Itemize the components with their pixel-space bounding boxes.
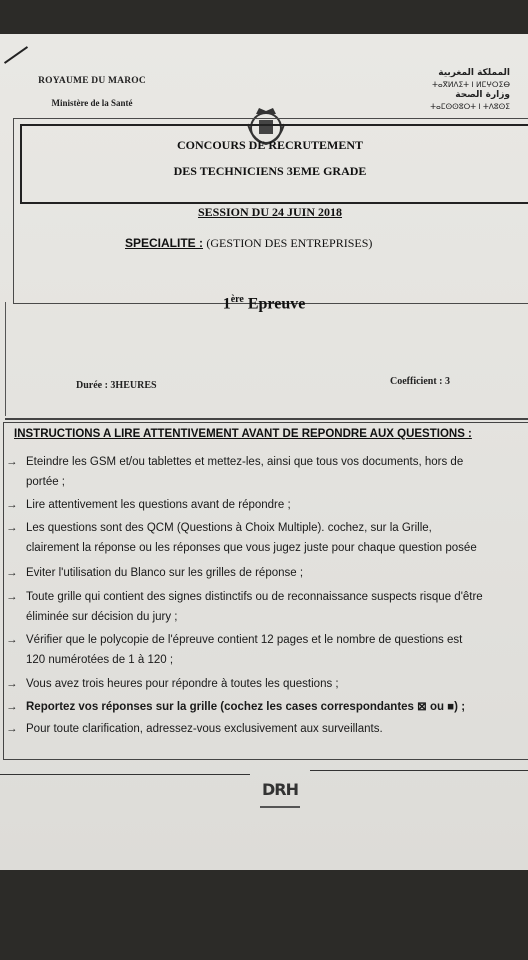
kingdom-label-tifinagh: ⵜⴰⴳⵍⴷⵉⵜ ⵏ ⵍⵎⵖⵔⵉⴱ bbox=[432, 80, 510, 89]
exam-title-line2: DES TECHNICIENS 3EME GRADE bbox=[173, 164, 367, 178]
instructions-title: INSTRUCTIONS A LIRE ATTENTIVEMENT AVANT DE REPONDRE AUX QUESTIONS : bbox=[14, 428, 472, 440]
instruction-item bbox=[6, 630, 462, 670]
instruction-item bbox=[6, 495, 291, 515]
instruction-text: Pour toute clarification, adressez-vous exclusivement aux surveillants. bbox=[26, 723, 383, 735]
instruction-item bbox=[6, 587, 483, 627]
epreuve-section-border bbox=[5, 302, 528, 416]
instruction-text: Vous avez trois heures pour répondre à toutes les questions ; bbox=[26, 678, 339, 690]
instruction-item bbox=[6, 452, 463, 492]
specialty bbox=[125, 236, 372, 251]
epreuve-heading bbox=[0, 294, 528, 313]
arrow-icon: → bbox=[6, 522, 18, 534]
header-right bbox=[410, 68, 510, 112]
instruction-item bbox=[6, 518, 477, 558]
instruction-text: Eteindre les GSM et/ou tablettes et mettez-les, ainsi que tous vos documents, hors de bbox=[26, 456, 464, 468]
epreuve-number: 1 bbox=[222, 295, 231, 313]
instruction-item bbox=[6, 719, 383, 739]
arrow-icon: → bbox=[6, 634, 18, 646]
session-date: SESSION DU 24 JUIN 2018 bbox=[197, 205, 343, 219]
instruction-continuation: clairement la réponse ou les réponses que vous jugez juste pour chaque question posée bbox=[26, 542, 477, 554]
section-divider bbox=[5, 418, 528, 420]
epreuve-label: Epreuve bbox=[247, 295, 306, 313]
instruction-continuation: 120 numérotées de 1 à 120 ; bbox=[26, 654, 174, 666]
instruction-text: Toute grille qui contient des signes distinctifs ou de reconnaissance suspects risque d'être bbox=[26, 591, 483, 603]
epreuve-sup: ère bbox=[230, 294, 244, 305]
coefficient: Coefficient : 3 bbox=[390, 376, 450, 387]
instruction-text: Vérifier que le polycopie de l'épreuve contient 12 pages et le nombre de questions est bbox=[26, 634, 463, 646]
ministry-label-arabic: وزارة الصحة bbox=[455, 90, 510, 100]
drh-logo-text: DRH bbox=[262, 780, 298, 799]
kingdom-label: ROYAUME DU MAROC bbox=[38, 76, 146, 86]
instruction-text: Eviter l'utilisation du Blanco sur les grilles de réponse ; bbox=[26, 567, 304, 579]
specialty-label: SPECIALITE : bbox=[125, 236, 204, 250]
kingdom-label-arabic: المملكة المغربية bbox=[438, 68, 510, 78]
arrow-icon: → bbox=[6, 456, 18, 468]
instruction-text: Lire attentivement les questions avant de répondre ; bbox=[26, 499, 291, 511]
drh-logo bbox=[255, 780, 305, 826]
arrow-icon: → bbox=[6, 499, 18, 511]
arrow-icon: → bbox=[6, 567, 18, 579]
ministry-label-tifinagh: ⵜⴰⵎⵙⵙⵓⵔⵜ ⵏ ⵜⴷⵓⵙⵉ bbox=[430, 102, 510, 111]
instruction-item bbox=[6, 697, 465, 717]
arrow-icon: → bbox=[6, 591, 18, 603]
exam-title-line1: CONCOURS DE RECRUTEMENT bbox=[176, 138, 364, 152]
instruction-continuation: éliminée sur décision du jury ; bbox=[26, 611, 178, 623]
instruction-item bbox=[6, 563, 303, 583]
duration: Durée : 3HEURES bbox=[76, 380, 157, 391]
exam-title bbox=[20, 132, 520, 184]
instruction-item bbox=[6, 674, 339, 694]
ministry-label: Ministère de la Santé bbox=[51, 98, 133, 108]
arrow-icon: → bbox=[6, 723, 18, 735]
footer-rule-right bbox=[310, 770, 528, 771]
arrow-icon: → bbox=[6, 678, 18, 690]
corner-mark bbox=[4, 46, 28, 64]
logo-underline-icon bbox=[260, 804, 300, 812]
header-left bbox=[22, 76, 162, 108]
arrow-icon: → bbox=[6, 701, 18, 713]
instruction-continuation: portée ; bbox=[26, 476, 65, 488]
instruction-text: Reportez vos réponses sur la grille (cochez les cases correspondantes ⊠ ou ■) ; bbox=[26, 701, 466, 713]
instruction-text: Les questions sont des QCM (Questions à Choix Multiple). cochez, sur la Grille, bbox=[26, 522, 432, 534]
specialty-value: (GESTION DES ENTREPRISES) bbox=[206, 236, 373, 250]
footer-rule-left bbox=[0, 774, 250, 775]
